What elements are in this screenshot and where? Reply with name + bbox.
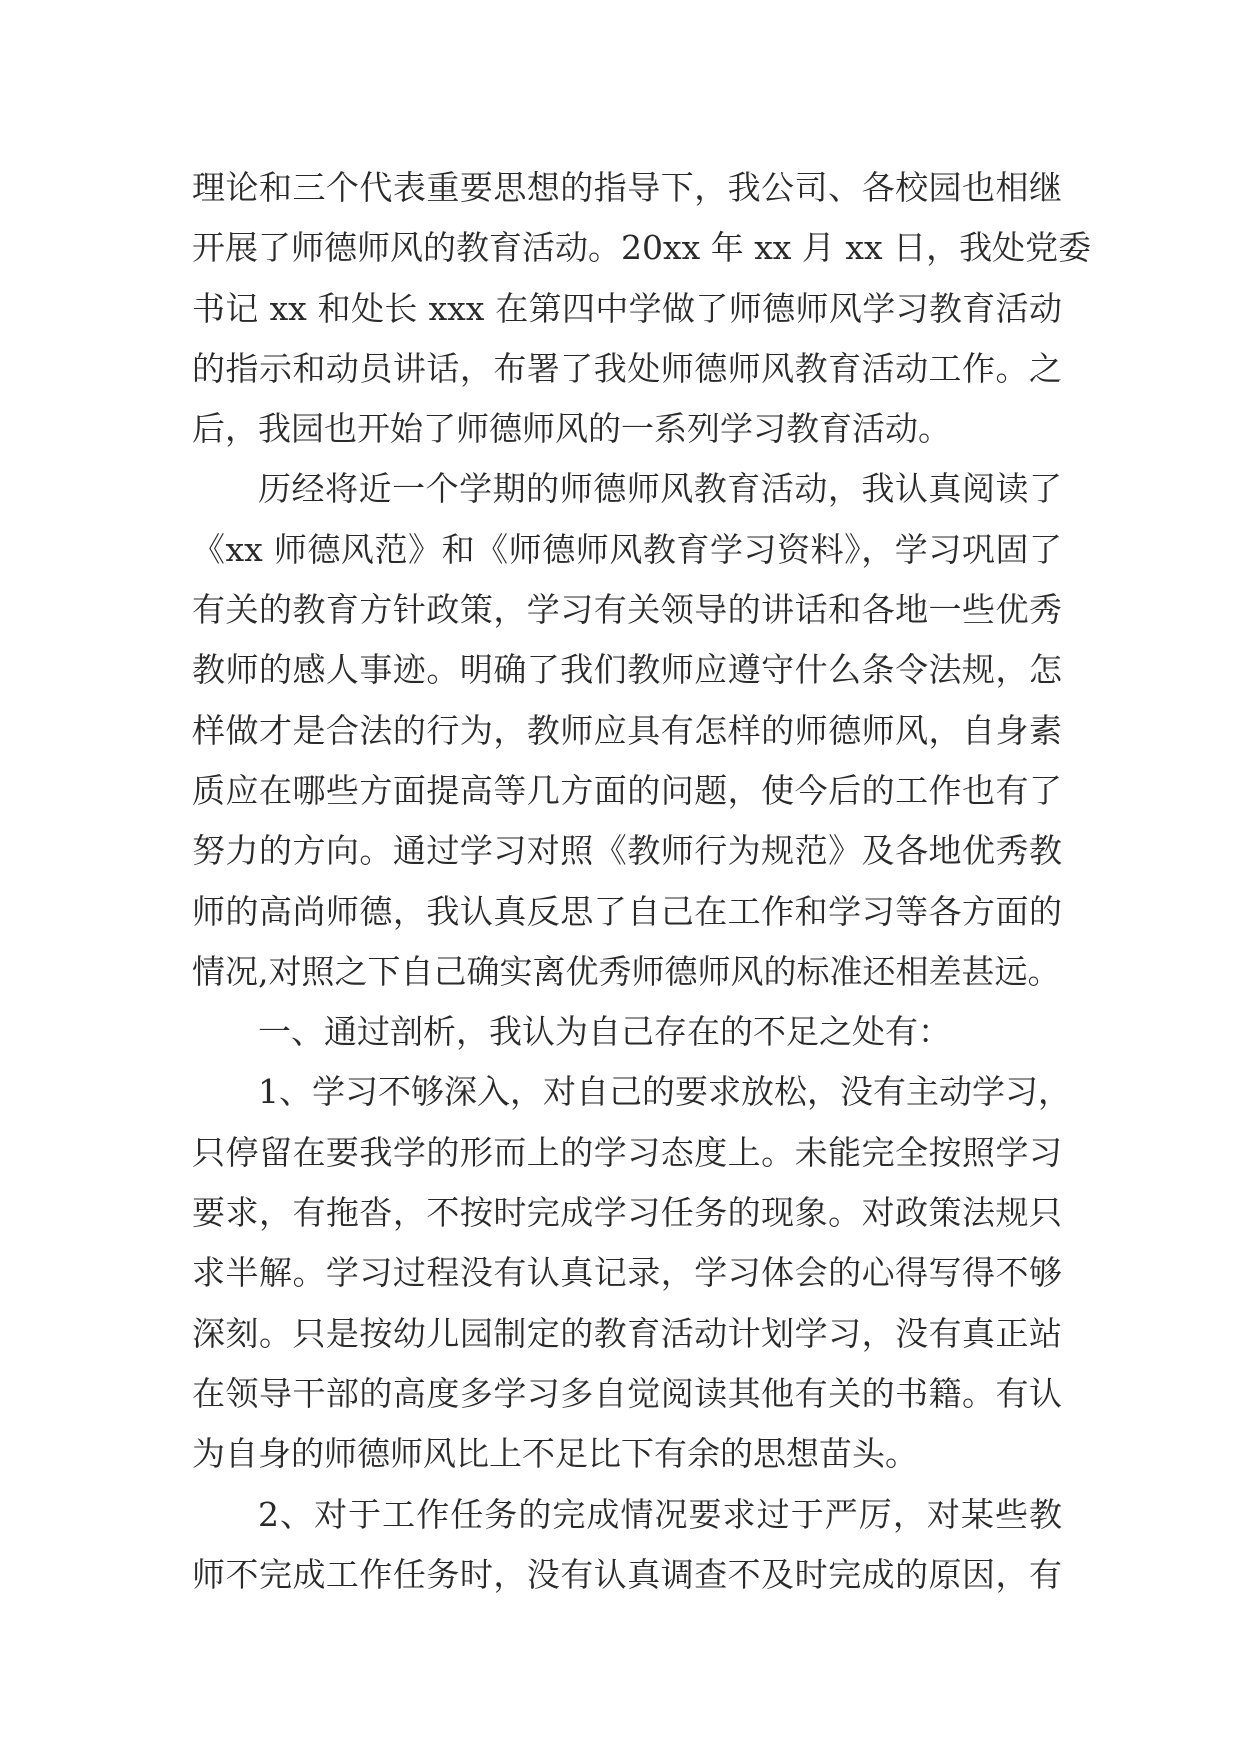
paragraph-first-line: 2、对于工作任务的完成情况要求过于严厉，对某些教 bbox=[258, 1494, 1062, 1534]
text-line: 只停留在要我学的形而上的学习态度上。未能完全按照学习 bbox=[192, 1132, 1062, 1172]
text-line: 书记 xx 和处长 xxx 在第四中学做了师德师风学习教育活动 bbox=[192, 288, 1062, 328]
text-line: 开展了师德师风的教育活动。20xx 年 xx 月 xx 日，我处党委 bbox=[192, 228, 1092, 268]
text-line: 样做才是合法的行为，教师应具有怎样的师德师风，自身素 bbox=[192, 710, 1062, 750]
text-line: 理论和三个代表重要思想的指导下，我公司、各校园也相继 bbox=[192, 168, 1062, 207]
text-line: 师不完成工作任务时，没有认真调查不及时完成的原因，有 bbox=[192, 1554, 1062, 1594]
text-line: 质应在哪些方面提高等几方面的问题，使今后的工作也有了 bbox=[192, 770, 1062, 810]
paragraph-first-line: 历经将近一个学期的师德师风教育活动，我认真阅读了 bbox=[258, 469, 1062, 509]
text-line: 教师的感人事迹。明确了我们教师应遵守什么条令法规，怎 bbox=[192, 650, 1062, 690]
text-line: 有关的教育方针政策，学习有关领导的讲话和各地一些优秀 bbox=[192, 590, 1062, 630]
text-line: 的指示和动员讲话，布署了我处师德师风教育活动工作。之 bbox=[192, 348, 1062, 388]
text-line: 求半解。学习过程没有认真记录，学习体会的心得写得不够 bbox=[192, 1253, 1062, 1293]
text-line: 要求，有拖沓，不按时完成学习任务的现象。对政策法规只 bbox=[192, 1193, 1062, 1233]
paragraph-first-line: 1、学习不够深入，对自己的要求放松，没有主动学习， bbox=[258, 1072, 1071, 1112]
text-line: 在领导干部的高度多学习多自觉阅读其他有关的书籍。有认 bbox=[192, 1373, 1062, 1413]
document-body bbox=[192, 158, 1092, 1605]
text-line: 情况,对照之下自己确实离优秀师德师风的标准还相差甚远。 bbox=[192, 951, 1061, 991]
text-line: 后，我园也开始了师德师风的一系列学习教育活动。 bbox=[192, 409, 951, 449]
text-line: 为自身的师德师风比上不足比下有余的思想苗头。 bbox=[192, 1434, 918, 1474]
text-line: 努力的方向。通过学习对照《教师行为规范》及各地优秀教 bbox=[192, 831, 1062, 871]
text-line: 师的高尚师德，我认真反思了自己在工作和学习等各方面的 bbox=[192, 891, 1062, 931]
text-line: 《xx 师德风范》和《师德师风教育学习资料》，学习巩固了 bbox=[192, 529, 1062, 569]
text-line: 深刻。只是按幼儿园制定的教育活动计划学习，没有真正站 bbox=[192, 1313, 1062, 1353]
section-heading: 一、通过剖析，我认为自己存在的不足之处有： bbox=[258, 1012, 951, 1052]
